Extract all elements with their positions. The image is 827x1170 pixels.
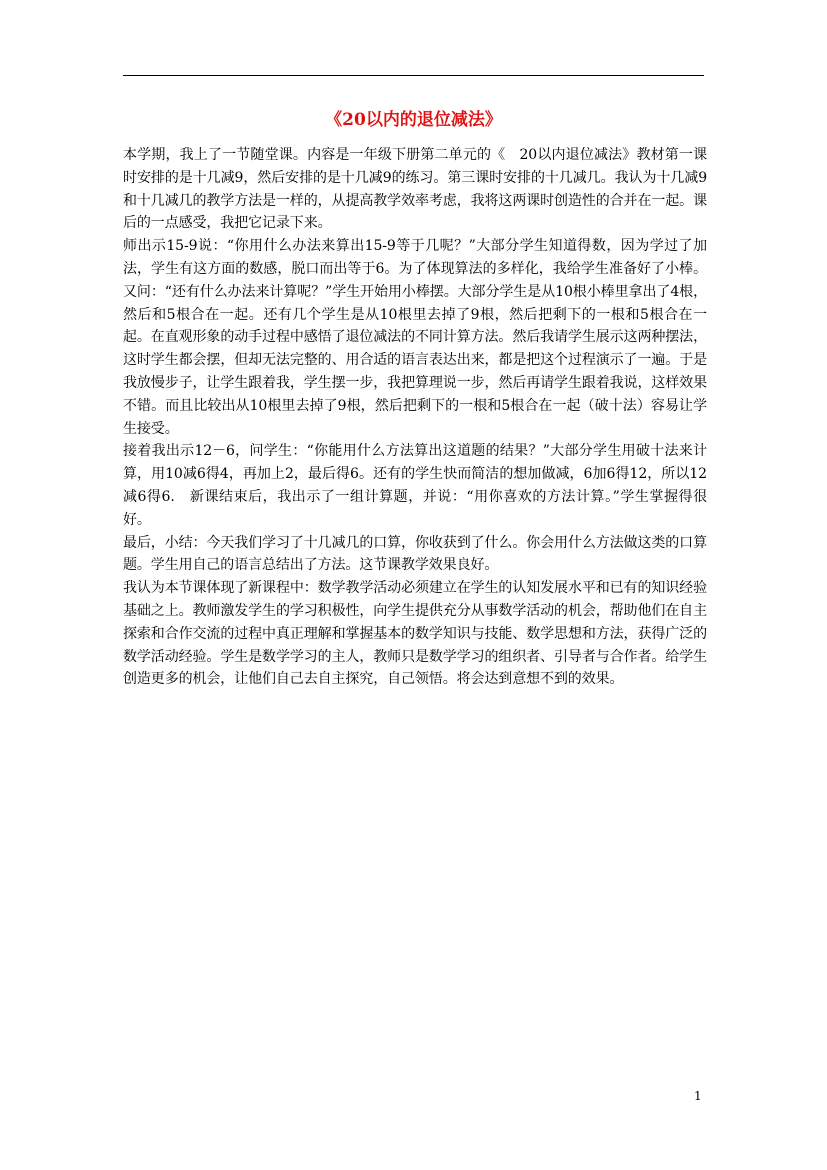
header-rule (123, 75, 704, 76)
paragraph-lesson-15-9: 师出示15-9说：“你用什么办法来算出15-9等于几呢？”大部分学生知道得数，因为学过了加法，学生有这方面的数感，脱口而出等于6。为了体现算法的多样化，我给学生准备好了小棒。又问：“还有什么办法来计算呢？”学生开始用小棒摆。大部分学生是从10根小棒里拿出了4根，然后和5根合在一起。还有几个学生是从10根里去掉了9根，然后把剩下的一根和5根合在一起。在直观形象的动手过程中感悟了退位减法的不同计算方法。然后我请学生展示这两种摆法，这时学生都会摆，但却无法完整的、用合适的语言表达出来，都是把这个过程演示了一遍。于是我放慢步子，让学生跟着我，学生摆一步，我把算理说一步，然后再请学生跟着我说，这样效果不错。而且比较出从10根里去掉了9根，然后把剩下的一根和5根合在一起（破十法）容易让学生接受。 (123, 238, 707, 437)
paragraph-intro: 本学期，我上了一节随堂课。内容是一年级下册第二单元的《 20以内退位减法》教材第一课时安排的是十几减9，然后安排的是十几减9的练习。第三课时安排的十几减几。我认为十几减9和十几减几的教学方法是一样的，从提高教学效率考虑，我将这两课时创造性的合并在一起。课后的一点感受，我把它记录下来。 (123, 147, 707, 232)
body-text (123, 144, 707, 691)
paragraph-summary: 最后，小结：今天我们学习了十几减几的口算，你收获到了什么。你会用什么方法做这类的口算题。学生用自己的语言总结出了方法。这节课教学效果良好。 (123, 534, 707, 574)
paragraph-reflection: 我认为本节课体现了新课程中：数学教学活动必须建立在学生的认知发展水平和已有的知识经验基础之上。教师激发学生的学习积极性，向学生提供充分从事数学活动的机会，帮助他们在自主探索和合作交流的过程中真正理解和掌握基本的数学知识与技能、数学思想和方法，获得广泛的数学活动经验。学生是数学学习的主人，教师只是数学学习的组织者、引导者与合作者。给学生创造更多的机会，让他们自己去自主探究，自己领悟。将会达到意想不到的效果。 (123, 580, 707, 688)
paragraph-lesson-12-6: 接着我出示12－6，问学生：“你能用什么方法算出这道题的结果？”大部分学生用破十法来计算，用10减6得4，再加上2，最后得6。还有的学生快而简洁的想加做减，6加6得12，所以12减6得6. 新课结束后，我出示了一组计算题，并说：“用你喜欢的方法计算。”学生掌握得很好。 (123, 443, 707, 528)
page-number: 1 (694, 1089, 702, 1103)
page-title: 《20以内的退位减法》 (325, 110, 502, 130)
